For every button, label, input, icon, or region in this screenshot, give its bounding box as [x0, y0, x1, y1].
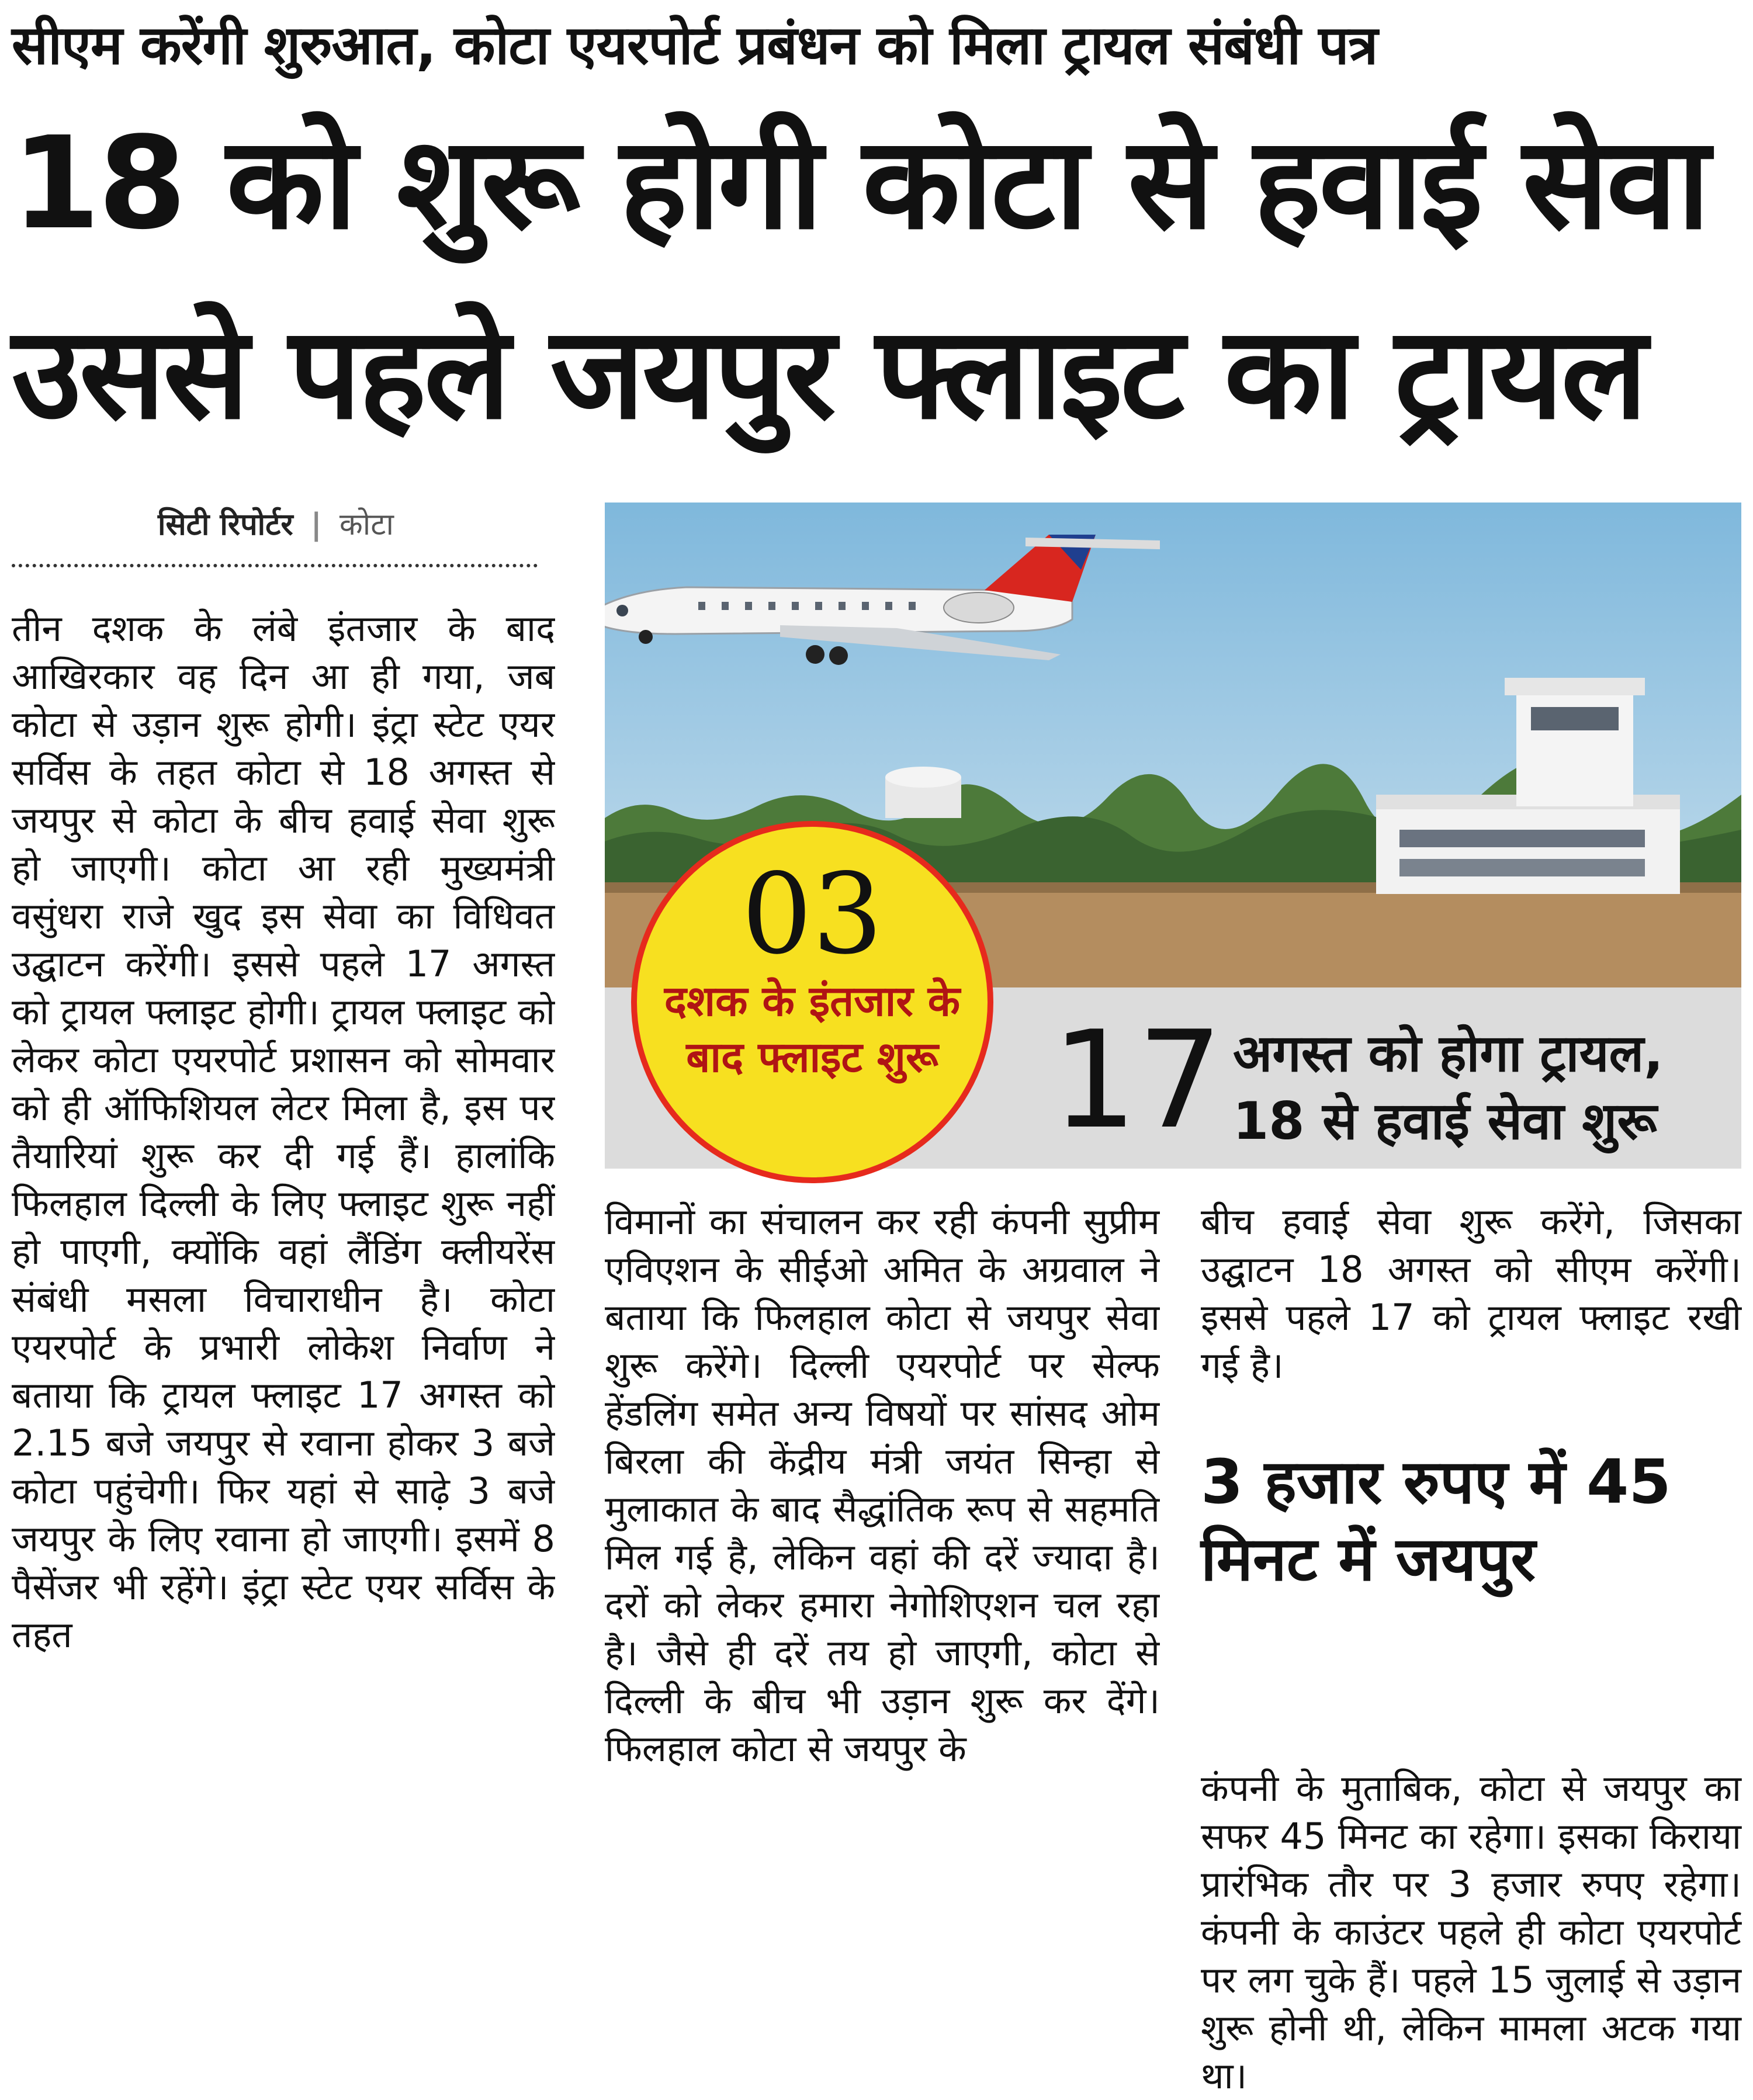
article-column-3-top: बीच हवाई सेवा शुरू करेंगे, जिसका उद्घाटन 18 अगस्त को सीएम करेंगी। इससे पहले 17 को ट्रायल फ्लाइट रखी गई है।	[1201, 1200, 1741, 1387]
decades-badge	[631, 821, 993, 1183]
band-text-line-2: 18 से हवाई सेवा शुरू	[1233, 1091, 1657, 1151]
badge-caption: दशक के इंतजार के बाद फ्लाइट शुरू	[664, 976, 961, 1082]
article-column-1: तीन दशक के लंबे इंतजार के बाद आखिरकार वह दिन आ ही गया, जब कोटा से उड़ान शुरू होगी। इंट्रा स्टेट एयर सर्विस के तहत कोटा से 18 अगस्त से जयपुर से कोटा के बीच हवाई सेवा शुरू हो जाएगी। कोटा आ रही मुख्यमंत्री वसुंधरा राजे खुद इस सेवा का विधिवत उद्घाटन करेंगी। इससे पहले 17 अगस्त को ट्रायल फ्लाइट होगी। ट्रायल फ्लाइट को लेकर कोटा एयरपोर्ट प्रशासन को सोमवार को ही ऑफिशियल लेटर मिला है, इस पर तैयारियां शुरू कर दी गई हैं। हालांकि फिलहाल दिल्ली के लिए फ्लाइट शुरू नहीं हो पाएगी, क्योंकि वहां लैंडिंग क्लीयरेंस संबंधी मसला विचाराधीन है। कोटा एयरपोर्ट के प्रभारी लोकेश निर्वाण ने बताया कि ट्रायल फ्लाइट 17 अगस्त को 2.15 बजे जयपुर से रवाना होकर 3 बजे कोटा पहुंचेगी। फिर यहां से साढ़े 3 बजे जयपुर के लिए रवाना हो जाएगी। इसमें 8 पैसेंजर भी रहेंगे। इंट्रा स्टेट एयर सर्विस के तहत	[12, 607, 555, 1656]
byline-reporter: सिटी रिपोर्टर	[158, 507, 293, 542]
main-headline-line-1: 18 को शुरू होगी कोटा से हवाई सेवा	[12, 110, 1708, 258]
byline	[158, 503, 394, 544]
band-text	[1233, 1020, 1664, 1155]
main-headline-line-2: उससे पहले जयपुर फ्लाइट का ट्रायल	[12, 300, 1645, 448]
subheading: 3 हजार रुपए में 45 मिनट में जयपुर	[1201, 1446, 1671, 1595]
byline-divider	[12, 564, 538, 567]
band-number: 17	[1052, 1003, 1223, 1159]
kicker-headline: सीएम करेंगी शुरुआत, कोटा एयरपोर्ट प्रबंधन को मिला ट्रायल संबंधी पत्र	[12, 14, 1378, 77]
byline-place: कोटा	[339, 507, 394, 542]
band-text-line-1: अगस्त को होगा ट्रायल,	[1233, 1023, 1664, 1083]
byline-separator: |	[310, 507, 322, 542]
badge-number: 03	[742, 850, 883, 979]
article-column-3-bottom: कंपनी के मुताबिक, कोटा से जयपुर का सफर 45 मिनट का रहेगा। इसका किराया प्रारंभिक तौर पर 3 हजार रुपए रहेगा। कंपनी के काउंटर पहले ही कोटा एयरपोर्ट पर लग चुके हैं। पहले 15 जुलाई से उड़ान शुरू होनी थी, लेकिन मामला अटक गया था।	[1201, 1767, 1741, 2097]
article-column-2: विमानों का संचालन कर रही कंपनी सुप्रीम एविएशन के सीईओ अमित के अग्रवाल ने बताया कि फिलहाल कोटा से जयपुर सेवा शुरू करेंगे। दिल्ली एयरपोर्ट पर सेल्फ हेंडलिंग समेत अन्य विषयों पर सांसद ओम बिरला की केंद्रीय मंत्री जयंत सिन्हा से मुलाकात के बाद सैद्धांतिक रूप से सहमति मिल गई है, लेकिन वहां की दरें ज्यादा है। दरों को लेकर हमारा नेगोशिएशन चल रहा है। जैसे ही दरें तय हो जाएगी, कोटा से दिल्ली के बीच भी उड़ान शुरू कर देंगे। फिलहाल कोटा से जयपुर के	[605, 1200, 1160, 1770]
